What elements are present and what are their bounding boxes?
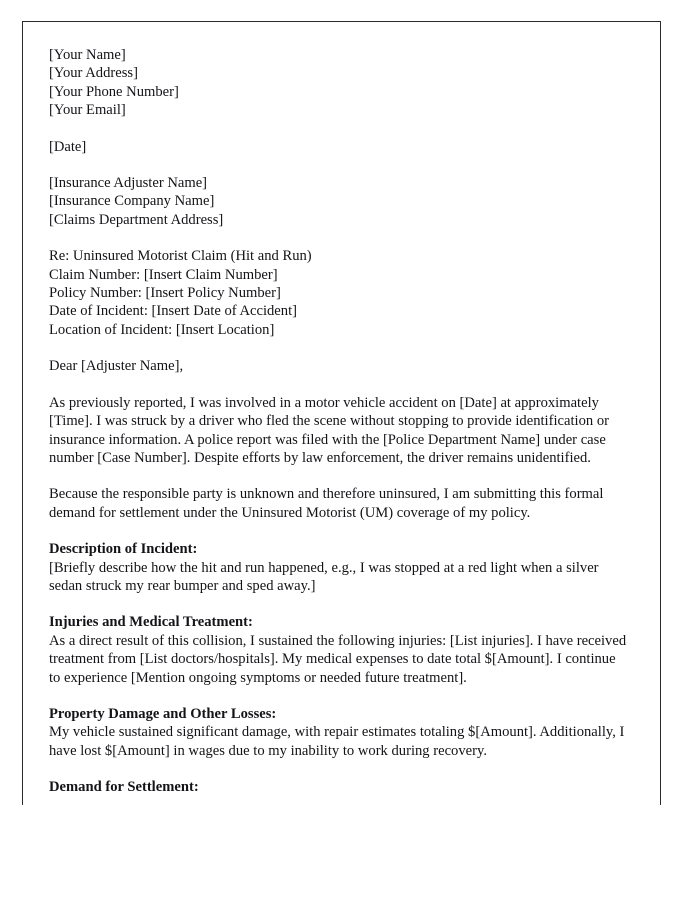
section-injuries-and-medical-treatment <box>49 613 629 687</box>
section-body-property-damage: My vehicle sustained significant damage, with repair estimates totaling $[Amount]. Additionally, I have lost $[Amount] in wages due to my inability to work during recovery. <box>49 724 625 759</box>
section-body-injuries: As a direct result of this collision, I sustained the following injuries: [List injuries]. I have received treatment from [List doctors/hospitals]. My medical expenses to date total $[Amount]. I continue to experience [Mention ongoing symptoms or needed future treatment]. <box>49 632 627 686</box>
sender-address-block <box>49 46 629 120</box>
recipient-department-address: [Claims Department Address] <box>49 211 224 228</box>
section-description-of-incident <box>49 540 629 595</box>
reference-subject: Re: Uninsured Motorist Claim (Hit and Run) <box>49 248 312 265</box>
letter-body <box>49 46 629 805</box>
salutation-block <box>49 357 629 375</box>
sender-address: [Your Address] <box>49 65 138 82</box>
section-body-description: [Briefly describe how the hit and run happened, e.g., I was stopped at a red light when a silver sedan struck my rear bumper and sped away.] <box>49 559 599 594</box>
sender-name: [Your Name] <box>49 47 126 63</box>
reference-claim-number: Claim Number: [Insert Claim Number] <box>49 266 278 283</box>
date-line: [Date] <box>49 138 87 155</box>
sender-phone: [Your Phone Number] <box>49 83 179 100</box>
section-heading-property-damage: Property Damage and Other Losses: <box>49 705 277 722</box>
reference-policy-number: Policy Number: [Insert Policy Number] <box>49 285 281 302</box>
recipient-address-block <box>49 174 629 229</box>
paragraph-one: As previously reported, I was involved in a motor vehicle accident on [Date] at approximately [Time]. I was struck by a driver who fled the scene without stopping to provide identification or insurance information. A police report was filed with the [Police Department Name] under case number [Case Number]. Despite efforts by law enforcement, the driver remains unidentified. <box>49 394 609 466</box>
reference-incident-location: Location of Incident: [Insert Location] <box>49 321 275 338</box>
reference-block <box>49 247 629 339</box>
section-heading-description: Description of Incident: <box>49 541 198 558</box>
recipient-company-name: [Insurance Company Name] <box>49 193 215 210</box>
document-page <box>22 21 661 805</box>
reference-incident-date: Date of Incident: [Insert Date of Accident] <box>49 303 297 320</box>
recipient-adjuster-name: [Insurance Adjuster Name] <box>49 175 208 192</box>
paragraph-two: Because the responsible party is unknown and therefore uninsured, I am submitting this formal demand for settlement under the Uninsured Motorist (UM) coverage of my policy. <box>49 486 604 521</box>
sender-email: [Your Email] <box>49 102 126 119</box>
section-heading-demand-for-settlement: Demand for Settlement: <box>49 779 199 796</box>
section-property-damage-and-other-losses <box>49 705 629 760</box>
paragraph-two-block <box>49 485 629 522</box>
date-block <box>49 138 629 156</box>
salutation: Dear [Adjuster Name], <box>49 358 184 375</box>
paragraph-one-block <box>49 394 629 468</box>
section-heading-injuries: Injuries and Medical Treatment: <box>49 614 253 631</box>
section-demand-for-settlement <box>49 778 629 796</box>
